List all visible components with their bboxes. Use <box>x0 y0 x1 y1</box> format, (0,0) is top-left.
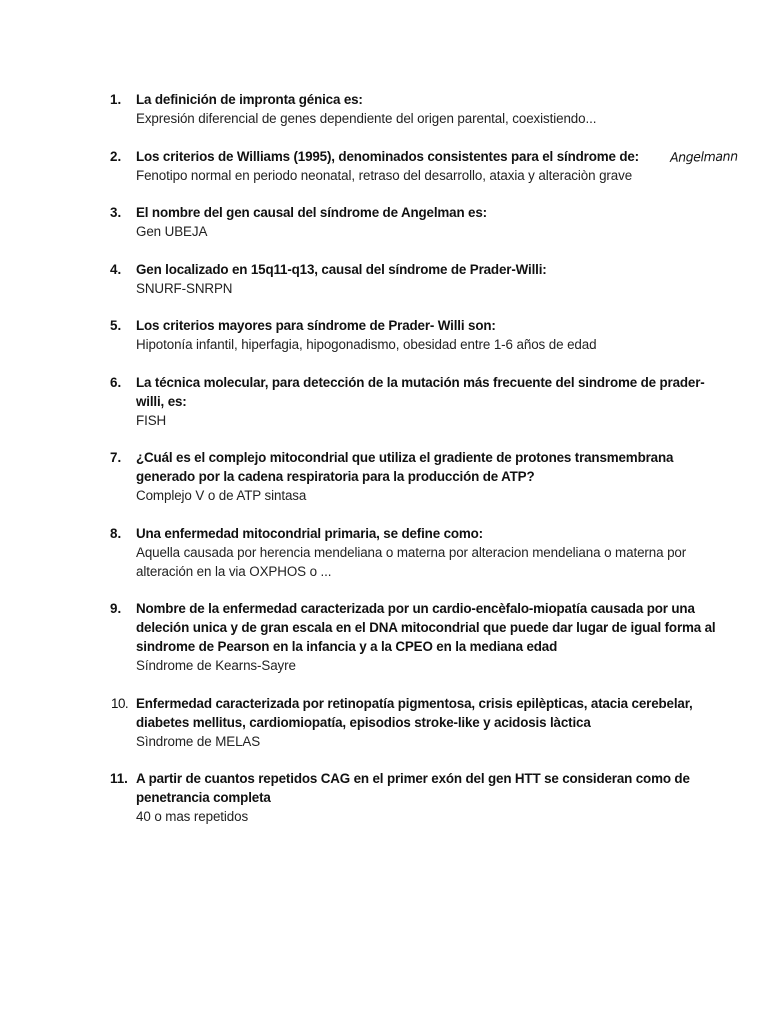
question-item-11 <box>0 769 768 826</box>
question-number: 9. <box>110 601 122 616</box>
answer-text: Síndrome de Kearns-Sayre <box>136 658 296 673</box>
question-item-2 <box>0 147 768 185</box>
question-item-10 <box>0 694 768 751</box>
handwritten-note: Angelmann <box>669 148 738 165</box>
question-text: Una enfermedad mitocondrial primaria, se define como: <box>136 525 483 541</box>
answer-text: Hipotonía infantil, hiperfagia, hipogonadismo, obesidad entre 1-6 años de edad <box>136 337 597 352</box>
question-number: 4. <box>110 261 122 277</box>
question-number: 2. <box>110 148 122 164</box>
answer-text: Aquella causada por herencia mendeliana o materna por alteracion mendeliana o materna por alteración en la via OXPHOS o ... <box>136 544 687 579</box>
question-number: 7. <box>110 450 122 465</box>
question-text: El nombre del gen causal del síndrome de Angelman es: <box>136 205 487 220</box>
question-text: Los criterios mayores para síndrome de Prader- Willi son: <box>136 318 496 333</box>
question-number: 10. <box>111 695 129 711</box>
question-text: Los criterios de Williams (1995), denominados consistentes para el síndrome de: <box>136 148 639 164</box>
question-item-5 <box>0 316 768 354</box>
question-item-6 <box>0 373 768 430</box>
question-text: La definición de impronta génica es: <box>136 92 363 107</box>
answer-text: Fenotipo normal en periodo neonatal, retraso del desarrollo, ataxia y alteraciòn grave <box>136 167 633 183</box>
question-item-4 <box>0 260 768 298</box>
question-number: 11. <box>110 771 128 786</box>
question-number: 8. <box>110 525 122 541</box>
question-item-8 <box>0 524 768 581</box>
question-item-3 <box>0 203 768 241</box>
question-number: 5. <box>110 318 122 333</box>
answer-text: Gen UBEJA <box>136 224 208 239</box>
answer-text: Sìndrome de MELAS <box>136 733 261 749</box>
question-text: Nombre de la enfermedad caracterizada por un cardio-encèfalo-miopatía causada por una deleción unica y de gran escala en el DNA mitocondrial que puede dar lugar de igual forma al sindrome de Pearson en la infancia y a la CPEO en la mediana edad <box>136 601 716 654</box>
answer-text: SNURF-SNRPN <box>136 280 233 296</box>
question-item-9 <box>0 599 768 675</box>
answer-text: Expresión diferencial de genes dependiente del origen parental, coexistiendo... <box>136 111 597 126</box>
question-text: ¿Cuál es el complejo mitocondrial que utiliza el gradiente de protones transmembrana generado por la cadena respiratoria para la producción de ATP? <box>136 450 674 484</box>
question-number: 6. <box>110 374 122 390</box>
question-text: Enfermedad caracterizada por retinopatía pigmentosa, crisis epilèpticas, atacia cerebelar, diabetes mellitus, cardiomiopatía, episodios stroke-like y acidosis làctica <box>136 695 693 730</box>
question-text: A partir de cuantos repetidos CAG en el primer exón del gen HTT se consideran como de penetrancia completa <box>136 771 690 805</box>
answer-text: Complejo V o de ATP sintasa <box>136 488 307 503</box>
question-list <box>0 90 768 845</box>
answer-text: 40 o mas repetidos <box>136 809 249 824</box>
answer-text: FISH <box>136 412 167 428</box>
question-item-7 <box>0 448 768 505</box>
question-number: 1. <box>110 92 122 107</box>
question-text: Gen localizado en 15q11-q13, causal del síndrome de Prader-Willi: <box>136 261 547 277</box>
question-number: 3. <box>110 205 122 220</box>
question-text: La técnica molecular, para detección de la mutación más frecuente del sindrome de prader-willi, es: <box>136 374 705 409</box>
question-item-1 <box>0 90 768 128</box>
